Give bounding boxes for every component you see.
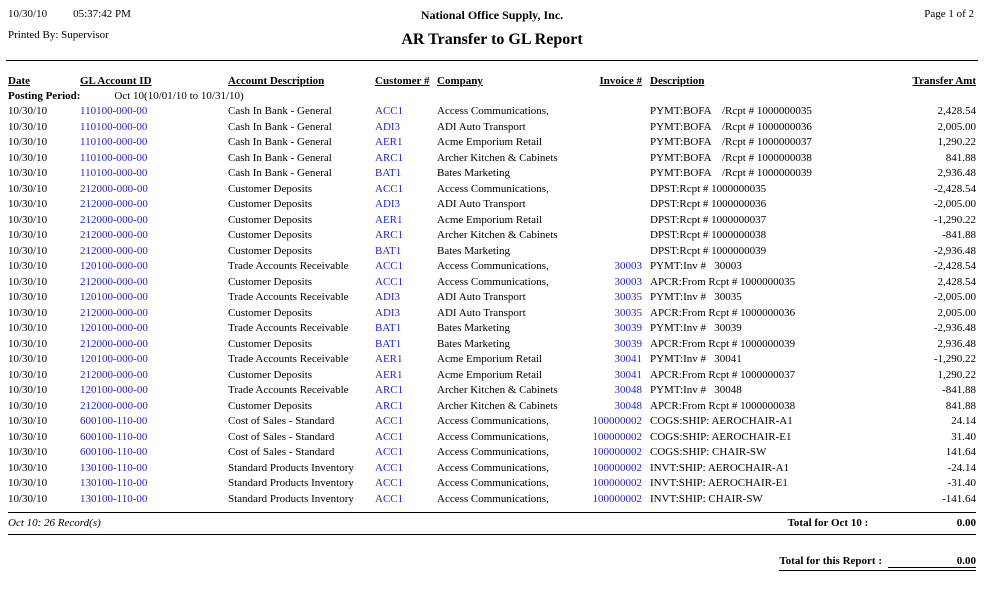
line-description: APCR:From Rcpt # 1000000039 [650, 337, 796, 350]
gl-account-link[interactable]: 212000-000-00 [80, 306, 148, 319]
gl-account-link[interactable]: 212000-000-00 [80, 337, 148, 350]
company-cell: Archer Kitchen & Cabinets [437, 384, 558, 396]
column-header-row [8, 61, 976, 89]
gl-account-link[interactable]: 110100-000-00 [80, 136, 148, 148]
table-row [8, 445, 976, 461]
row-date: 10/30/10 [8, 136, 48, 148]
invoice-link[interactable]: 30041 [614, 368, 642, 381]
company-cell: Access Communications, [437, 430, 549, 443]
company-cell: Bates Marketing [437, 244, 511, 257]
transfer-amount: 2,428.54 [937, 275, 976, 288]
transfer-amount: 2,936.48 [937, 167, 976, 179]
account-description: Cost of Sales - Standard [228, 430, 335, 443]
company-cell: Access Communications, [437, 446, 549, 458]
line-description: PYMT:Inv # 30035 [650, 291, 742, 303]
customer-link[interactable]: ACC1 [375, 415, 404, 427]
table-row [8, 476, 976, 492]
transfer-amount: -2,428.54 [933, 260, 976, 272]
row-date: 10/30/10 [8, 291, 48, 303]
invoice-link[interactable]: 100000002 [592, 461, 642, 474]
table-row [8, 182, 976, 198]
gl-account-link[interactable]: 212000-000-00 [80, 275, 148, 288]
account-description: Cash In Bank - General [228, 151, 332, 164]
row-date: 10/30/10 [8, 477, 48, 489]
customer-link[interactable]: ADI3 [375, 306, 401, 319]
transfer-amount: 1,290.22 [937, 136, 976, 148]
line-description: PYMT:BOFA /Rcpt # 1000000036 [650, 120, 812, 133]
company-cell: Access Communications, [437, 105, 549, 117]
account-description: Cost of Sales - Standard [228, 446, 335, 458]
invoice-link[interactable]: 30003 [614, 260, 642, 272]
transfer-amount: 2,005.00 [937, 120, 976, 133]
line-description: COGS:SHIP: AEROCHAIR-E1 [650, 430, 792, 443]
company-cell: Bates Marketing [437, 167, 511, 179]
invoice-link[interactable]: 30035 [614, 306, 642, 319]
customer-link[interactable]: BAT1 [375, 337, 402, 350]
company-cell: Access Communications, [437, 415, 549, 427]
line-description: INVT:SHIP: AEROCHAIR-A1 [650, 461, 790, 474]
transfer-amount: 2,936.48 [937, 337, 976, 350]
transfer-amount: 141.64 [945, 446, 976, 458]
company-cell: Acme Emporium Retail [437, 368, 543, 381]
printed-by: Printed By: Supervisor [8, 29, 109, 41]
customer-link[interactable]: ARC1 [375, 151, 404, 164]
table-row [8, 352, 976, 368]
customer-link[interactable]: AER1 [375, 213, 403, 226]
company-cell: Access Communications, [437, 182, 549, 195]
account-description: Customer Deposits [228, 213, 313, 226]
table-row [8, 383, 976, 399]
table-row [8, 337, 976, 353]
row-date: 10/30/10 [8, 151, 48, 164]
account-description: Customer Deposits [228, 244, 313, 257]
invoice-link [585, 120, 642, 136]
row-date: 10/30/10 [8, 182, 48, 195]
line-description: INVT:SHIP: AEROCHAIR-E1 [650, 477, 788, 489]
month-total-value: 0.00 [956, 517, 976, 529]
gl-account-link[interactable]: 130100-110-00 [80, 492, 148, 505]
table-row [8, 492, 976, 508]
transfer-amount: 2,428.54 [937, 105, 976, 117]
gl-account-link[interactable]: 120100-000-00 [80, 353, 148, 365]
customer-link[interactable]: BAT1 [375, 322, 402, 334]
gl-account-link[interactable]: 130100-110-00 [80, 477, 148, 489]
account-description: Trade Accounts Receivable [228, 260, 349, 272]
customer-link[interactable]: ADI3 [375, 120, 401, 133]
line-description: PYMT:BOFA /Rcpt # 1000000037 [650, 136, 812, 148]
account-description: Customer Deposits [228, 182, 313, 195]
gl-account-link[interactable]: 120100-000-00 [80, 322, 148, 334]
company-cell: Archer Kitchen & Cabinets [437, 151, 558, 164]
customer-link[interactable]: ARC1 [375, 384, 404, 396]
row-date: 10/30/10 [8, 167, 48, 179]
account-description: Trade Accounts Receivable [228, 291, 349, 303]
company-cell: Archer Kitchen & Cabinets [437, 399, 558, 412]
invoice-link[interactable]: 30039 [614, 337, 642, 350]
invoice-link[interactable]: 30035 [614, 291, 642, 303]
row-date: 10/30/10 [8, 461, 48, 474]
transfer-amount: -2,005.00 [933, 291, 976, 303]
account-description: Trade Accounts Receivable [228, 353, 349, 365]
transfer-amount: -2,005.00 [933, 198, 976, 210]
row-date: 10/30/10 [8, 306, 48, 319]
customer-link[interactable]: ACC1 [375, 105, 404, 117]
gl-account-link[interactable]: 110100-000-00 [80, 105, 148, 117]
report-total-row [0, 555, 976, 571]
company-cell: Access Communications, [437, 492, 549, 505]
account-description: Customer Deposits [228, 337, 313, 350]
invoice-link [585, 166, 642, 182]
column-header-company: Company [437, 75, 483, 87]
table-row [8, 414, 976, 430]
table-row [8, 290, 976, 306]
company-cell: Access Communications, [437, 461, 549, 474]
table-row [8, 120, 976, 136]
transfer-amount: 24.14 [951, 415, 976, 427]
transfer-amount: 841.88 [945, 151, 976, 164]
gl-account-link[interactable]: 212000-000-00 [80, 182, 148, 195]
gl-account-link[interactable]: 212000-000-00 [80, 368, 148, 381]
column-header-account-description: Account Description [228, 75, 325, 87]
table-row [8, 104, 976, 120]
invoice-link [585, 228, 642, 244]
report-total-label: Total for this Report : [779, 555, 882, 567]
invoice-link [585, 104, 642, 120]
column-header-customer: Customer # [375, 75, 430, 87]
invoice-link [585, 244, 642, 260]
gl-account-link[interactable]: 600100-110-00 [80, 415, 148, 427]
line-description: APCR:From Rcpt # 1000000036 [650, 306, 796, 319]
gl-account-link[interactable]: 110100-000-00 [80, 167, 148, 179]
table-row [8, 135, 976, 151]
column-header-date: Date [8, 75, 30, 87]
transfer-amount: -1,290.22 [933, 353, 976, 365]
company-cell: Access Communications, [437, 260, 549, 272]
line-description: PYMT:Inv # 30039 [650, 322, 742, 334]
row-date: 10/30/10 [8, 198, 48, 210]
invoice-link [585, 197, 642, 213]
transfer-amount: 31.40 [951, 430, 976, 443]
table-row [8, 275, 976, 291]
line-description: DPST:Rcpt # 1000000036 [650, 198, 767, 210]
table-row [8, 259, 976, 275]
line-description: COGS:SHIP: AEROCHAIR-A1 [650, 415, 793, 427]
account-description: Cash In Bank - General [228, 167, 332, 179]
customer-link[interactable]: ACC1 [375, 182, 404, 195]
account-description: Customer Deposits [228, 306, 313, 319]
transfer-amount: 2,005.00 [937, 306, 976, 319]
report-heading [0, 8, 984, 49]
row-date: 10/30/10 [8, 353, 48, 365]
print-date: 10/30/10 [8, 8, 48, 20]
gl-account-link[interactable]: 120100-000-00 [80, 384, 148, 396]
transfer-amount: -2,936.48 [933, 322, 976, 334]
customer-link[interactable]: ARC1 [375, 399, 404, 412]
transfer-amount: -1,290.22 [933, 213, 976, 226]
transfer-amount: -24.14 [947, 461, 976, 474]
customer-link[interactable]: ACC1 [375, 430, 404, 443]
account-description: Cash In Bank - General [228, 105, 332, 117]
table-row [8, 228, 976, 244]
company-cell: Acme Emporium Retail [437, 353, 543, 365]
company-cell: Acme Emporium Retail [437, 136, 543, 148]
table-row [8, 197, 976, 213]
month-total-label: Total for Oct 10 : [787, 517, 869, 529]
invoice-link[interactable]: 100000002 [592, 446, 642, 458]
row-date: 10/30/10 [8, 337, 48, 350]
account-description: Trade Accounts Receivable [228, 322, 349, 334]
invoice-link[interactable]: 30048 [614, 399, 642, 412]
row-date: 10/30/10 [8, 492, 48, 505]
company-cell: ADI Auto Transport [437, 306, 526, 319]
customer-link[interactable]: ACC1 [375, 492, 404, 505]
gl-account-link[interactable]: 110100-000-00 [80, 151, 148, 164]
table-row [8, 166, 976, 182]
gl-account-link[interactable]: 212000-000-00 [80, 399, 148, 412]
row-date: 10/30/10 [8, 415, 48, 427]
gl-account-link[interactable]: 110100-000-00 [80, 120, 148, 133]
company-cell: Archer Kitchen & Cabinets [437, 229, 558, 241]
invoice-link[interactable]: 30039 [614, 322, 642, 334]
month-total-bar [8, 512, 976, 535]
line-description: DPST:Rcpt # 1000000038 [650, 229, 767, 241]
company-name: National Office Supply, Inc. [420, 8, 564, 22]
account-description: Customer Deposits [228, 229, 313, 241]
customer-link[interactable]: AER1 [375, 136, 403, 148]
invoice-link [585, 151, 642, 167]
column-header-description: Description [650, 75, 705, 87]
invoice-link[interactable]: 30048 [614, 384, 642, 396]
line-description: PYMT:Inv # 30041 [650, 353, 742, 365]
row-date: 10/30/10 [8, 399, 48, 412]
line-description: DPST:Rcpt # 1000000035 [650, 182, 767, 195]
customer-link[interactable]: ACC1 [375, 446, 404, 458]
invoice-link [585, 182, 642, 198]
gl-account-link[interactable]: 600100-110-00 [80, 430, 148, 443]
account-description: Cash In Bank - General [228, 120, 332, 133]
account-description: Trade Accounts Receivable [228, 384, 349, 396]
gl-account-link[interactable]: 130100-110-00 [80, 461, 148, 474]
transfer-amount: -2,936.48 [933, 244, 976, 257]
table-row [8, 368, 976, 384]
row-date: 10/30/10 [8, 120, 48, 133]
customer-link[interactable]: ACC1 [375, 461, 404, 474]
customer-link[interactable]: BAT1 [375, 167, 402, 179]
line-description: COGS:SHIP: CHAIR-SW [650, 446, 767, 458]
invoice-link[interactable]: 100000002 [592, 415, 642, 427]
account-description: Cash In Bank - General [228, 136, 332, 148]
row-date: 10/30/10 [8, 322, 48, 334]
column-header-invoice: Invoice # [599, 75, 642, 87]
row-date: 10/30/10 [8, 229, 48, 241]
company-cell: ADI Auto Transport [437, 291, 526, 303]
line-description: PYMT:BOFA /Rcpt # 1000000038 [650, 151, 812, 164]
company-cell: Access Communications, [437, 477, 549, 489]
company-cell: Acme Emporium Retail [437, 213, 543, 226]
account-description: Customer Deposits [228, 198, 313, 210]
transfer-amount: 841.88 [945, 399, 976, 412]
line-description: PYMT:Inv # 30048 [650, 384, 742, 396]
table-row [8, 430, 976, 446]
gl-account-link[interactable]: 212000-000-00 [80, 198, 148, 210]
customer-link[interactable]: ARC1 [375, 229, 404, 241]
table-row [8, 306, 976, 322]
invoice-link[interactable]: 100000002 [592, 477, 642, 489]
transfer-amount: -141.64 [942, 492, 976, 505]
row-date: 10/30/10 [8, 384, 48, 396]
line-description: APCR:From Rcpt # 1000000037 [650, 368, 796, 381]
line-description: DPST:Rcpt # 1000000039 [650, 244, 767, 257]
customer-link[interactable]: ACC1 [375, 260, 404, 272]
customer-link[interactable]: AER1 [375, 368, 403, 381]
report-total-value: 0.00 [888, 555, 976, 568]
record-count: Oct 10: 26 Record(s) [8, 517, 101, 529]
row-date: 10/30/10 [8, 244, 48, 257]
month-total [788, 517, 976, 529]
table-row [8, 321, 976, 337]
report-body [8, 104, 976, 507]
gl-account-link[interactable]: 212000-000-00 [80, 244, 148, 257]
page-header [0, 0, 984, 60]
report-table [8, 61, 976, 507]
row-date: 10/30/10 [8, 260, 48, 272]
invoice-link[interactable]: 100000002 [592, 430, 642, 443]
posting-period-value: Oct 10(10/01/10 to 10/31/10) [114, 90, 244, 102]
row-date: 10/30/10 [8, 105, 48, 117]
line-description: INVT:SHIP: CHAIR-SW [650, 492, 763, 505]
invoice-link[interactable]: 30041 [614, 353, 642, 365]
transfer-amount: -841.88 [942, 229, 976, 241]
table-row [8, 151, 976, 167]
table-row [8, 399, 976, 415]
transfer-amount: -31.40 [947, 477, 976, 489]
account-description: Standard Products Inventory [228, 477, 354, 489]
customer-link[interactable]: ADI3 [375, 291, 401, 303]
posting-period-label: Posting Period: [8, 90, 81, 102]
transfer-amount: 1,290.22 [937, 368, 976, 381]
column-header-gl-account-id: GL Account ID [80, 75, 152, 87]
row-date: 10/30/10 [8, 430, 48, 443]
posting-period-row [8, 89, 976, 104]
customer-link[interactable]: ADI3 [375, 198, 401, 210]
line-description: APCR:From Rcpt # 1000000035 [650, 275, 796, 288]
company-cell: ADI Auto Transport [437, 120, 526, 133]
account-description: Standard Products Inventory [228, 461, 354, 474]
table-row [8, 461, 976, 477]
company-cell: Bates Marketing [437, 337, 511, 350]
page-number: Page 1 of 2 [924, 8, 974, 20]
transfer-amount: -2,428.54 [933, 182, 976, 195]
gl-account-link[interactable]: 120100-000-00 [80, 260, 148, 272]
gl-account-link[interactable]: 212000-000-00 [80, 229, 148, 241]
line-description: PYMT:BOFA /Rcpt # 1000000035 [650, 105, 812, 117]
line-description: DPST:Rcpt # 1000000037 [650, 213, 767, 226]
invoice-link [585, 213, 642, 229]
column-header-transfer-amt: Transfer Amt [912, 75, 976, 87]
print-time: 05:37:42 PM [73, 8, 131, 20]
gl-account-link[interactable]: 212000-000-00 [80, 213, 148, 226]
account-description: Standard Products Inventory [228, 492, 354, 505]
transfer-amount: -841.88 [942, 384, 976, 396]
report-title: AR Transfer to GL Report [401, 31, 583, 48]
customer-link[interactable]: ACC1 [375, 477, 404, 489]
gl-account-link[interactable]: 120100-000-00 [80, 291, 148, 303]
row-date: 10/30/10 [8, 213, 48, 226]
table-row [8, 244, 976, 260]
row-date: 10/30/10 [8, 446, 48, 458]
invoice-link[interactable]: 30003 [614, 275, 642, 288]
row-date: 10/30/10 [8, 275, 48, 288]
gl-account-link[interactable]: 600100-110-00 [80, 446, 148, 458]
company-cell: Bates Marketing [437, 322, 511, 334]
customer-link[interactable]: AER1 [375, 353, 403, 365]
customer-link[interactable]: BAT1 [375, 244, 402, 257]
company-cell: Access Communications, [437, 275, 549, 288]
account-description: Customer Deposits [228, 275, 313, 288]
company-cell: ADI Auto Transport [437, 198, 526, 210]
table-row [8, 213, 976, 229]
row-date: 10/30/10 [8, 368, 48, 381]
invoice-link [585, 135, 642, 151]
account-description: Customer Deposits [228, 368, 313, 381]
account-description: Cost of Sales - Standard [228, 415, 335, 427]
line-description: APCR:From Rcpt # 1000000038 [650, 399, 796, 412]
invoice-link[interactable]: 100000002 [592, 492, 642, 505]
line-description: PYMT:BOFA /Rcpt # 1000000039 [650, 167, 812, 179]
line-description: PYMT:Inv # 30003 [650, 260, 742, 272]
customer-link[interactable]: ACC1 [375, 275, 404, 288]
account-description: Customer Deposits [228, 399, 313, 412]
